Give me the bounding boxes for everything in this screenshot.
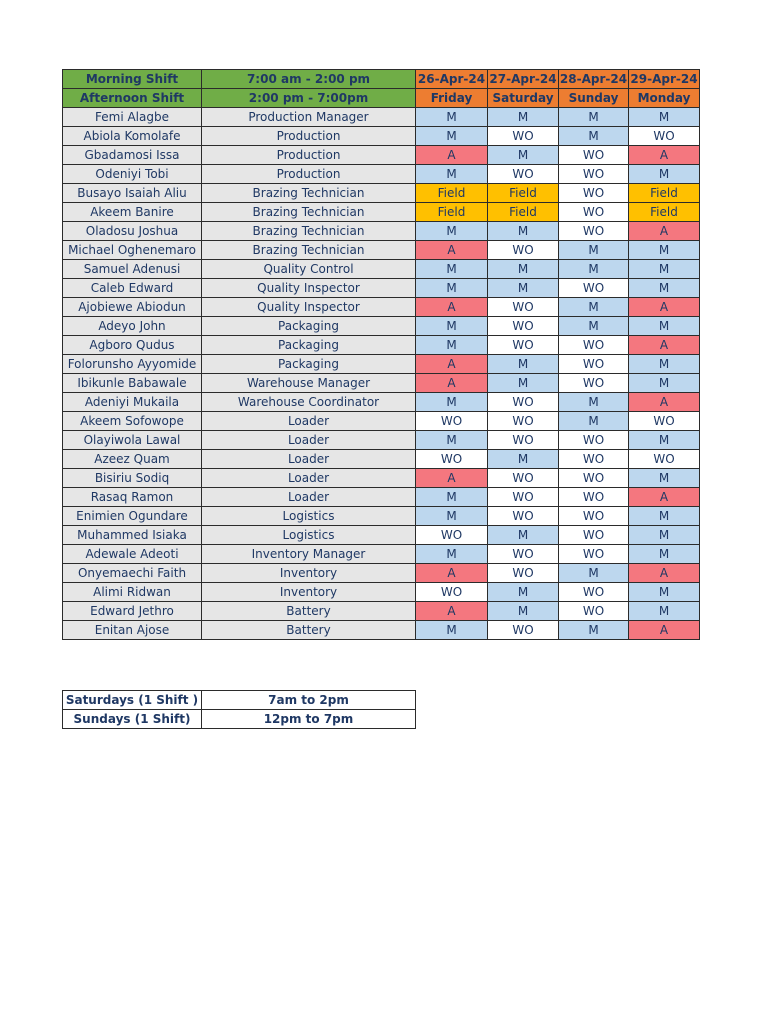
schedule-cell: Field [629, 184, 700, 203]
schedule-cell: M [416, 165, 488, 184]
roster-row [63, 127, 700, 146]
schedule-cell: M [488, 108, 559, 127]
employee-role: Inventory [202, 583, 416, 602]
morning-shift-time: 7:00 am - 2:00 pm [202, 70, 416, 89]
roster-row [63, 108, 700, 127]
schedule-cell: M [629, 108, 700, 127]
roster-row [63, 488, 700, 507]
schedule-cell: M [629, 165, 700, 184]
employee-role: Loader [202, 450, 416, 469]
employee-role: Brazing Technician [202, 222, 416, 241]
roster-row [63, 602, 700, 621]
schedule-cell: WO [629, 450, 700, 469]
schedule-cell: M [488, 222, 559, 241]
schedule-cell: M [488, 602, 559, 621]
schedule-cell: M [416, 488, 488, 507]
schedule-cell: A [629, 298, 700, 317]
day-header-4: Monday [629, 89, 700, 108]
schedule-cell: A [629, 621, 700, 640]
employee-name: Onyemaechi Faith [63, 564, 202, 583]
schedule-cell: A [416, 469, 488, 488]
employee-name: Gbadamosi Issa [63, 146, 202, 165]
day-header-1: Friday [416, 89, 488, 108]
employee-role: Loader [202, 488, 416, 507]
date-header-1: 26-Apr-24 [416, 70, 488, 89]
roster-row [63, 545, 700, 564]
schedule-cell: WO [488, 621, 559, 640]
roster-row [63, 412, 700, 431]
employee-name: Akeem Banire [63, 203, 202, 222]
roster-row [63, 222, 700, 241]
schedule-cell: WO [559, 431, 629, 450]
schedule-cell: A [629, 393, 700, 412]
schedule-cell: M [559, 317, 629, 336]
schedule-cell: M [629, 526, 700, 545]
schedule-cell: Field [416, 184, 488, 203]
schedule-cell: Field [416, 203, 488, 222]
roster-row [63, 393, 700, 412]
roster-row [63, 431, 700, 450]
employee-name: Alimi Ridwan [63, 583, 202, 602]
schedule-cell: WO [559, 184, 629, 203]
roster-row [63, 203, 700, 222]
schedule-cell: M [629, 241, 700, 260]
employee-role: Inventory Manager [202, 545, 416, 564]
schedule-cell: M [416, 260, 488, 279]
schedule-cell: WO [559, 203, 629, 222]
employee-role: Logistics [202, 507, 416, 526]
schedule-cell: WO [488, 241, 559, 260]
employee-name: Femi Alagbe [63, 108, 202, 127]
schedule-cell: WO [488, 336, 559, 355]
employee-name: Abiola Komolafe [63, 127, 202, 146]
schedule-cell: WO [559, 374, 629, 393]
roster-row [63, 279, 700, 298]
employee-name: Ajobiewe Abiodun [63, 298, 202, 317]
employee-role: Production [202, 165, 416, 184]
roster-row [63, 336, 700, 355]
note-label: Sundays (1 Shift) [63, 710, 202, 729]
roster-row [63, 317, 700, 336]
employee-role: Battery [202, 621, 416, 640]
schedule-cell: M [416, 621, 488, 640]
note-row [63, 691, 416, 710]
afternoon-shift-label: Afternoon Shift [63, 89, 202, 108]
morning-shift-label: Morning Shift [63, 70, 202, 89]
employee-role: Battery [202, 602, 416, 621]
schedule-cell: A [629, 146, 700, 165]
schedule-cell: WO [416, 412, 488, 431]
schedule-cell: M [416, 336, 488, 355]
employee-name: Agboro Qudus [63, 336, 202, 355]
schedule-cell: WO [559, 583, 629, 602]
employee-role: Brazing Technician [202, 184, 416, 203]
roster-row [63, 260, 700, 279]
roster-row [63, 564, 700, 583]
schedule-cell: WO [488, 317, 559, 336]
schedule-cell: M [416, 222, 488, 241]
schedule-cell: M [629, 469, 700, 488]
schedule-cell: Field [488, 203, 559, 222]
schedule-cell: M [488, 260, 559, 279]
schedule-cell: WO [559, 450, 629, 469]
schedule-cell: Field [629, 203, 700, 222]
date-header-3: 28-Apr-24 [559, 70, 629, 89]
schedule-cell: WO [629, 412, 700, 431]
schedule-cell: M [488, 146, 559, 165]
schedule-cell: M [559, 127, 629, 146]
employee-name: Edward Jethro [63, 602, 202, 621]
day-header-2: Saturday [488, 89, 559, 108]
schedule-cell: WO [488, 165, 559, 184]
schedule-cell: M [559, 298, 629, 317]
schedule-cell: M [629, 602, 700, 621]
roster-row [63, 526, 700, 545]
schedule-cell: M [629, 260, 700, 279]
employee-role: Quality Control [202, 260, 416, 279]
weekend-shift-notes-table [62, 690, 416, 729]
schedule-cell: M [629, 355, 700, 374]
schedule-cell: WO [488, 507, 559, 526]
schedule-cell: M [416, 545, 488, 564]
schedule-cell: WO [559, 336, 629, 355]
schedule-cell: M [416, 127, 488, 146]
note-label: Saturdays (1 Shift ) [63, 691, 202, 710]
schedule-cell: M [488, 279, 559, 298]
employee-role: Logistics [202, 526, 416, 545]
employee-name: Folorunsho Ayyomide [63, 355, 202, 374]
employee-name: Adeniyi Mukaila [63, 393, 202, 412]
schedule-cell: WO [559, 146, 629, 165]
schedule-cell: M [488, 450, 559, 469]
schedule-cell: A [416, 298, 488, 317]
schedule-cell: A [629, 336, 700, 355]
employee-name: Rasaq Ramon [63, 488, 202, 507]
schedule-cell: WO [559, 222, 629, 241]
employee-name: Enitan Ajose [63, 621, 202, 640]
note-row [63, 710, 416, 729]
schedule-cell: M [488, 583, 559, 602]
schedule-cell: WO [488, 431, 559, 450]
shift-roster-table [62, 69, 700, 640]
employee-name: Bisiriu Sodiq [63, 469, 202, 488]
schedule-cell: M [629, 507, 700, 526]
employee-name: Adewale Adeoti [63, 545, 202, 564]
schedule-cell: M [559, 260, 629, 279]
roster-row [63, 184, 700, 203]
employee-name: Samuel Adenusi [63, 260, 202, 279]
employee-name: Enimien Ogundare [63, 507, 202, 526]
employee-role: Warehouse Manager [202, 374, 416, 393]
roster-row [63, 450, 700, 469]
schedule-cell: WO [416, 526, 488, 545]
schedule-cell: M [416, 507, 488, 526]
afternoon-shift-time: 2:00 pm - 7:00pm [202, 89, 416, 108]
schedule-cell: WO [488, 564, 559, 583]
schedule-cell: WO [416, 583, 488, 602]
schedule-cell: A [416, 374, 488, 393]
roster-row [63, 298, 700, 317]
employee-role: Production [202, 127, 416, 146]
schedule-cell: WO [629, 127, 700, 146]
employee-role: Production [202, 146, 416, 165]
schedule-cell: M [416, 431, 488, 450]
employee-name: Busayo Isaiah Aliu [63, 184, 202, 203]
schedule-cell: WO [559, 279, 629, 298]
employee-name: Ibikunle Babawale [63, 374, 202, 393]
schedule-cell: A [416, 146, 488, 165]
schedule-cell: WO [559, 165, 629, 184]
employee-name: Adeyo John [63, 317, 202, 336]
schedule-cell: A [629, 564, 700, 583]
date-header-4: 29-Apr-24 [629, 70, 700, 89]
schedule-cell: M [416, 108, 488, 127]
schedule-cell: A [416, 564, 488, 583]
schedule-cell: M [559, 393, 629, 412]
schedule-cell: A [416, 602, 488, 621]
schedule-cell: WO [488, 298, 559, 317]
schedule-cell: M [416, 393, 488, 412]
schedule-cell: M [559, 412, 629, 431]
schedule-cell: A [416, 355, 488, 374]
schedule-cell: M [629, 583, 700, 602]
roster-body [63, 70, 700, 640]
day-header-3: Sunday [559, 89, 629, 108]
employee-role: Packaging [202, 336, 416, 355]
roster-row [63, 146, 700, 165]
employee-role: Packaging [202, 355, 416, 374]
employee-name: Olayiwola Lawal [63, 431, 202, 450]
roster-row [63, 241, 700, 260]
schedule-cell: WO [559, 507, 629, 526]
schedule-cell: A [629, 488, 700, 507]
schedule-cell: Field [488, 184, 559, 203]
roster-row [63, 469, 700, 488]
employee-name: Caleb Edward [63, 279, 202, 298]
schedule-cell: M [416, 317, 488, 336]
roster-row [63, 621, 700, 640]
employee-name: Michael Oghenemaro [63, 241, 202, 260]
date-header-2: 27-Apr-24 [488, 70, 559, 89]
header-row-morning [63, 70, 700, 89]
employee-role: Quality Inspector [202, 298, 416, 317]
schedule-cell: M [559, 621, 629, 640]
schedule-cell: M [416, 279, 488, 298]
employee-role: Brazing Technician [202, 203, 416, 222]
schedule-cell: M [629, 279, 700, 298]
schedule-cell: M [559, 564, 629, 583]
employee-role: Loader [202, 469, 416, 488]
schedule-cell: M [629, 317, 700, 336]
employee-role: Loader [202, 412, 416, 431]
employee-name: Azeez Quam [63, 450, 202, 469]
schedule-cell: M [559, 108, 629, 127]
schedule-cell: WO [488, 488, 559, 507]
employee-role: Production Manager [202, 108, 416, 127]
schedule-cell: M [488, 355, 559, 374]
schedule-cell: M [629, 431, 700, 450]
schedule-cell: WO [416, 450, 488, 469]
schedule-cell: WO [488, 127, 559, 146]
note-time: 7am to 2pm [202, 691, 416, 710]
employee-name: Oladosu Joshua [63, 222, 202, 241]
employee-role: Quality Inspector [202, 279, 416, 298]
employee-role: Loader [202, 431, 416, 450]
schedule-cell: WO [559, 355, 629, 374]
schedule-cell: M [488, 526, 559, 545]
schedule-cell: M [488, 374, 559, 393]
roster-row [63, 165, 700, 184]
employee-name: Odeniyi Tobi [63, 165, 202, 184]
roster-row [63, 507, 700, 526]
schedule-cell: A [629, 222, 700, 241]
schedule-cell: WO [559, 469, 629, 488]
roster-row [63, 583, 700, 602]
schedule-cell: WO [559, 545, 629, 564]
schedule-cell: WO [488, 469, 559, 488]
note-time: 12pm to 7pm [202, 710, 416, 729]
schedule-cell: WO [488, 412, 559, 431]
employee-role: Brazing Technician [202, 241, 416, 260]
employee-role: Warehouse Coordinator [202, 393, 416, 412]
employee-name: Akeem Sofowope [63, 412, 202, 431]
schedule-cell: WO [488, 393, 559, 412]
header-row-afternoon [63, 89, 700, 108]
schedule-cell: M [629, 545, 700, 564]
schedule-cell: WO [559, 488, 629, 507]
employee-role: Packaging [202, 317, 416, 336]
roster-row [63, 355, 700, 374]
schedule-cell: A [416, 241, 488, 260]
schedule-cell: M [559, 241, 629, 260]
schedule-cell: WO [559, 602, 629, 621]
schedule-cell: WO [488, 545, 559, 564]
schedule-cell: M [629, 374, 700, 393]
employee-name: Muhammed Isiaka [63, 526, 202, 545]
employee-role: Inventory [202, 564, 416, 583]
roster-row [63, 374, 700, 393]
schedule-cell: WO [559, 526, 629, 545]
